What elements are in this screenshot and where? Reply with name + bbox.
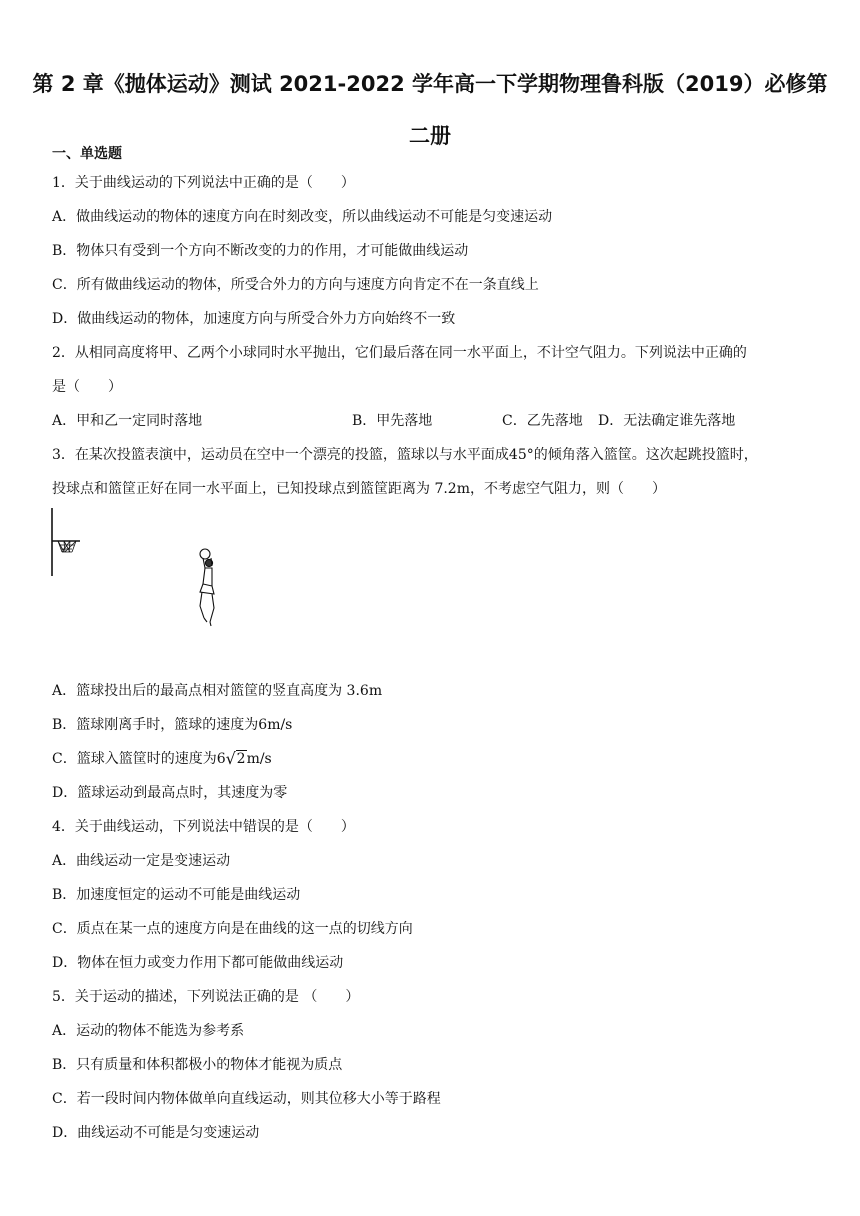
q4-option-d: D．物体在恒力或变力作用下都可能做曲线运动 (52, 955, 344, 971)
q5-option-a: A．运动的物体不能选为参考系 (52, 1023, 245, 1039)
q5-stem: 5．关于运动的描述，下列说法正确的是 （ ） (52, 989, 360, 1005)
section-heading: 一、单选题 (52, 146, 122, 162)
q2-option-d: D．无法确定谁先落地 (598, 413, 736, 429)
q3-option-c-unit: m/s (246, 751, 272, 767)
q4-option-b: B．加速度恒定的运动不可能是曲线运动 (52, 887, 301, 903)
q1-stem: 1．关于曲线运动的下列说法中正确的是（ ） (52, 175, 355, 191)
document-title (30, 58, 830, 162)
q3-option-d: D．篮球运动到最高点时，其速度为零 (52, 785, 288, 801)
q3-stem-line-2: 投球点和篮筐正好在同一水平面上，已知投球点到篮筐距离为 7.2m，不考虑空气阻力，则（ ） (52, 481, 666, 497)
q2-stem-line-2: 是（ ） (52, 379, 122, 395)
basketball-shot-figure (48, 506, 248, 636)
title-line-2: 二册 (409, 124, 451, 148)
q3-option-b: B．篮球刚离手时，篮球的速度为6m/s (52, 717, 293, 733)
q1-option-b: B．物体只有受到一个方向不断改变的力的作用，才可能做曲线运动 (52, 243, 469, 259)
q3-option-c-text: C．篮球入篮筐时的速度为 (52, 751, 217, 767)
q3-option-c (52, 748, 272, 768)
basketball (200, 549, 210, 559)
radical-sign: √ (225, 749, 236, 768)
q4-option-a: A．曲线运动一定是变速运动 (52, 853, 231, 869)
q4-option-c: C．质点在某一点的速度方向是在曲线的这一点的切线方向 (52, 921, 413, 937)
q5-option-b: B．只有质量和体积都极小的物体才能视为质点 (52, 1057, 343, 1073)
q3-option-c-coefficient: 6 (216, 751, 226, 767)
q1-option-c: C．所有做曲线运动的物体，所受合外力的方向与速度方向肯定不在一条直线上 (52, 277, 539, 293)
basketball-player (200, 549, 214, 626)
q1-option-d: D．做曲线运动的物体，加速度方向与所受合外力方向始终不一致 (52, 311, 456, 327)
q2-option-c: C．乙先落地 (502, 413, 583, 429)
sqrt-expression (226, 751, 247, 767)
q3-option-c-radicand: 2 (236, 751, 246, 767)
q3-stem-line-1: 3．在某次投篮表演中，运动员在空中一个漂亮的投篮，篮球以与水平面成45°的倾角落入篮筐。这次起跳投篮时， (52, 447, 758, 463)
q2-option-a: A．甲和乙一定同时落地 (52, 413, 203, 429)
q4-stem: 4．关于曲线运动，下列说法中错误的是（ ） (52, 819, 355, 835)
q3-option-a: A．篮球投出后的最高点相对篮筐的竖直高度为 3.6m (52, 683, 383, 699)
q2-option-b: B．甲先落地 (352, 413, 433, 429)
q2-stem-line-1: 2．从相同高度将甲、乙两个小球同时水平抛出，它们最后落在同一水平面上，不计空气阻力。下列说法中正确的 (52, 345, 747, 361)
q5-option-c: C．若一段时间内物体做单向直线运动，则其位移大小等于路程 (52, 1091, 441, 1107)
q5-option-d: D．曲线运动不可能是匀变速运动 (52, 1125, 260, 1141)
q1-option-a: A．做曲线运动的物体的速度方向在时刻改变，所以曲线运动不可能是匀变速运动 (52, 209, 553, 225)
title-line-1: 第 2 章《抛体运动》测试 2021-2022 学年高一下学期物理鲁科版（2019）必修第 (32, 72, 828, 96)
basket-net (58, 541, 76, 552)
